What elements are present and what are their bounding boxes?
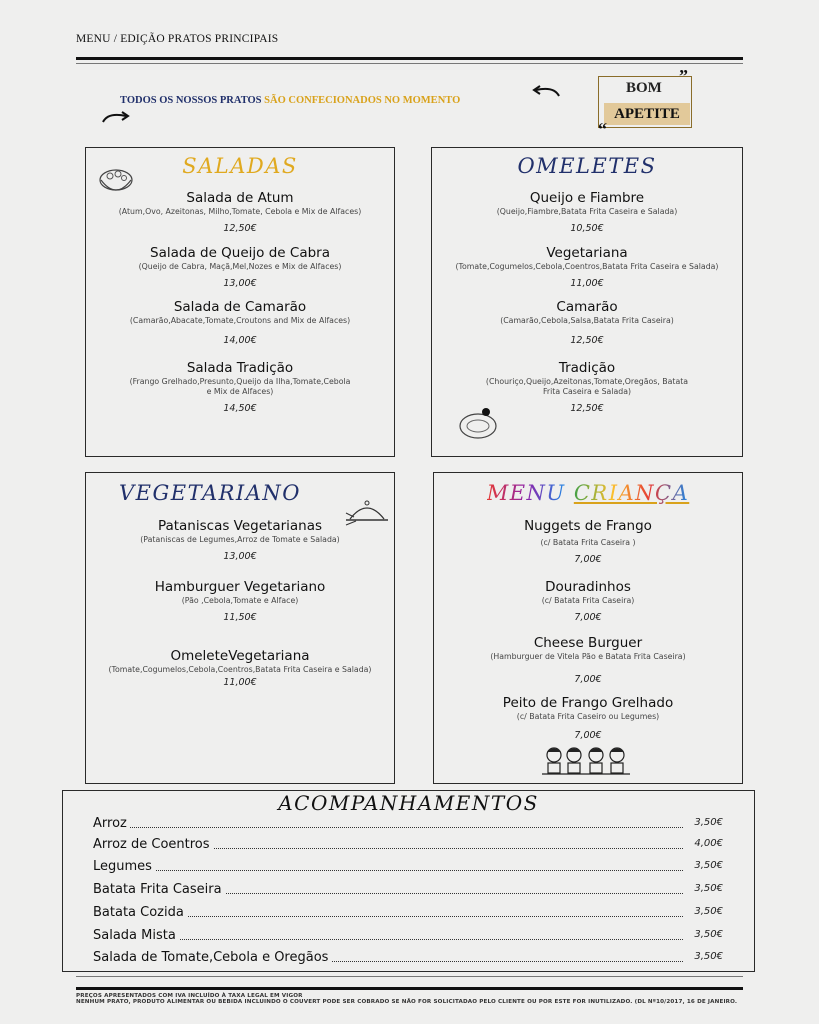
menu-item [86, 299, 394, 346]
tagline-part-2: SÃO CONFECIONADOS NO MOMENTO [264, 95, 461, 106]
divider [76, 57, 743, 60]
side-price: 3,50€ [694, 860, 723, 871]
menu-item [86, 360, 394, 414]
omelette-plate-icon [458, 404, 500, 446]
side-name: Arroz [93, 816, 130, 831]
side-name: Batata Frita Caseira [93, 882, 225, 897]
item-price: 13,00€ [223, 278, 257, 289]
side-item [93, 837, 723, 857]
divider [76, 976, 743, 977]
item-description: (c/ Batata Frita Caseiro ou Legumes) [516, 712, 660, 721]
item-name: Cheese Burguer [533, 635, 643, 651]
item-price: 11,00€ [223, 677, 257, 688]
item-description: (Pão ,Cebola,Tomate e Alface) [181, 596, 299, 605]
menu-item [434, 635, 742, 685]
item-name: Peito de Frango Grelhado [502, 695, 674, 711]
page-title: MENU / EDIÇÃO PRATOS PRINCIPAIS [76, 33, 279, 45]
side-item [93, 905, 723, 925]
divider [76, 987, 743, 990]
side-price: 3,50€ [694, 951, 723, 962]
dotted-leader [93, 870, 683, 871]
side-item [93, 859, 723, 879]
item-price: 12,50€ [570, 335, 604, 346]
item-name: Douradinhos [545, 579, 631, 595]
item-description: (c/ Batata Frita Caseira ) [540, 538, 636, 547]
side-price: 3,50€ [694, 817, 723, 828]
footer-legal: NENHUM PRATO, PRODUTO ALIMENTAR OU BEBIDA INCLUINDO O COUVERT PODE SER COBRADO SE NÃO FOR SOLICITADAO PELO CLIENTE OU POR ESTE FOR INUTILIZADO. (DL Nº10/2017, 16 DE JANEIRO. [76, 999, 738, 1005]
dotted-leader [93, 939, 683, 940]
item-price: 14,50€ [223, 403, 257, 414]
item-name: Salada de Queijo de Cabra [150, 245, 330, 261]
item-price: 7,00€ [574, 612, 602, 623]
curved-arrow-icon [100, 108, 132, 133]
item-description: (Chouriço,Queijo,Azeitonas,Tomate,Oregãos, Batata Frita Caseira e Salada) [485, 377, 689, 396]
item-name: Vegetariana [546, 245, 628, 261]
acompanhamentos-panel [62, 790, 755, 972]
item-description: (Tomate,Cogumelos,Cebola,Coentros,Batata Frita Caseira e Salada) [108, 665, 372, 674]
curved-arrow-icon [530, 82, 562, 107]
item-description: (Atum,Ovo, Azeitonas, Milho,Tomate, Cebola e Mix de Alfaces) [118, 207, 362, 216]
item-name: Nuggets de Frango [524, 518, 652, 534]
menu-item [434, 518, 742, 565]
dotted-leader [93, 827, 683, 828]
acompanhamentos-title: ACOMPANHAMENTOS [278, 791, 539, 815]
item-description: (Camarão,Cebola,Salsa,Batata Frita Caseira) [500, 316, 674, 325]
omeletes-title: OMELETES [517, 154, 657, 178]
vegetariano-title: VEGETARIANO [119, 481, 301, 505]
item-name: Queijo e Fiambre [529, 190, 645, 206]
side-price: 3,50€ [694, 929, 723, 940]
side-item [93, 950, 723, 970]
item-price: 11,00€ [570, 278, 604, 289]
item-name: Salada de Atum [186, 190, 294, 206]
title-crianca: CRIANÇA [573, 481, 690, 505]
children-icon [540, 743, 632, 783]
side-name: Salada Mista [93, 928, 179, 943]
divider [76, 63, 743, 64]
menu-item [86, 648, 394, 688]
item-price: 11,50€ [223, 612, 257, 623]
item-name: Pataniscas Vegetarianas [157, 518, 323, 534]
quote-mark: ” [679, 66, 688, 86]
side-name: Batata Cozida [93, 905, 187, 920]
bom-text: BOM [626, 80, 662, 96]
menu-item [432, 190, 742, 234]
apetite-text: APETITE [604, 103, 690, 125]
menu-item [432, 245, 742, 289]
item-description: (Camarão,Abacate,Tomate,Croutons and Mix de Alfaces) [129, 316, 351, 325]
item-price: 12,50€ [223, 223, 257, 234]
side-item [93, 816, 723, 836]
item-description: (Queijo,Fiambre,Batata Frita Caseira e Salada) [496, 207, 678, 216]
side-name: Salada de Tomate,Cebola e Oregãos [93, 950, 331, 965]
quote-mark: “ [598, 119, 607, 139]
item-price: 10,50€ [570, 223, 604, 234]
tagline-part-1: TODOS OS NOSSOS PRATOS [120, 95, 262, 106]
menu-crianca-panel [433, 472, 743, 784]
item-name: Camarão [556, 299, 618, 315]
side-item [93, 882, 723, 902]
item-description: (Pataniscas de Legumes,Arroz de Tomate e Salada) [140, 535, 340, 544]
item-price: 13,00€ [223, 551, 257, 562]
side-name: Legumes [93, 859, 155, 874]
item-description: (c/ Batata Frita Caseira) [541, 596, 635, 605]
item-price: 7,00€ [574, 730, 602, 741]
item-name: Tradição [558, 360, 616, 376]
menu-item [86, 518, 394, 562]
omeletes-panel [431, 147, 743, 457]
item-description: (Hamburguer de Vitela Pão e Batata Frita Caseira) [490, 652, 686, 661]
item-name: Hamburguer Vegetariano [154, 579, 326, 595]
item-description: (Tomate,Cogumelos,Cebola,Coentros,Batata Frita Caseira e Salada) [455, 262, 719, 271]
item-name: OmeleteVegetariana [170, 648, 310, 664]
menu-item [434, 579, 742, 623]
side-name: Arroz de Coentros [93, 837, 213, 852]
item-price: 14,00€ [223, 335, 257, 346]
side-item [93, 928, 723, 948]
footer-note: PREÇOS APRESENTADOS COM IVA INCLUÍDO À TAXA LEGAL EM VIGOR [76, 993, 303, 999]
tagline [120, 95, 460, 106]
saladas-panel [85, 147, 395, 457]
side-price: 4,00€ [694, 838, 723, 849]
menu-crianca-title [434, 481, 742, 505]
item-price: 7,00€ [574, 674, 602, 685]
side-price: 3,50€ [694, 906, 723, 917]
menu-item [86, 190, 394, 234]
item-price: 12,50€ [570, 403, 604, 414]
menu-item [86, 245, 394, 289]
item-name: Salada de Camarão [173, 299, 307, 315]
menu-item [86, 579, 394, 623]
item-name: Salada Tradição [186, 360, 294, 376]
side-price: 3,50€ [694, 883, 723, 894]
title-menu: MENU [486, 481, 566, 505]
menu-item [434, 695, 742, 741]
menu-item [432, 299, 742, 346]
item-description: (Frango Grelhado,Presunto,Queijo da Ilha,Tomate,Cebola e Mix de Alfaces) [129, 377, 351, 396]
saladas-title: SALADAS [182, 154, 298, 178]
vegetariano-panel [85, 472, 395, 784]
item-price: 7,00€ [574, 554, 602, 565]
item-description: (Queijo de Cabra, Maçã,Mel,Nozes e Mix de Alfaces) [138, 262, 342, 271]
